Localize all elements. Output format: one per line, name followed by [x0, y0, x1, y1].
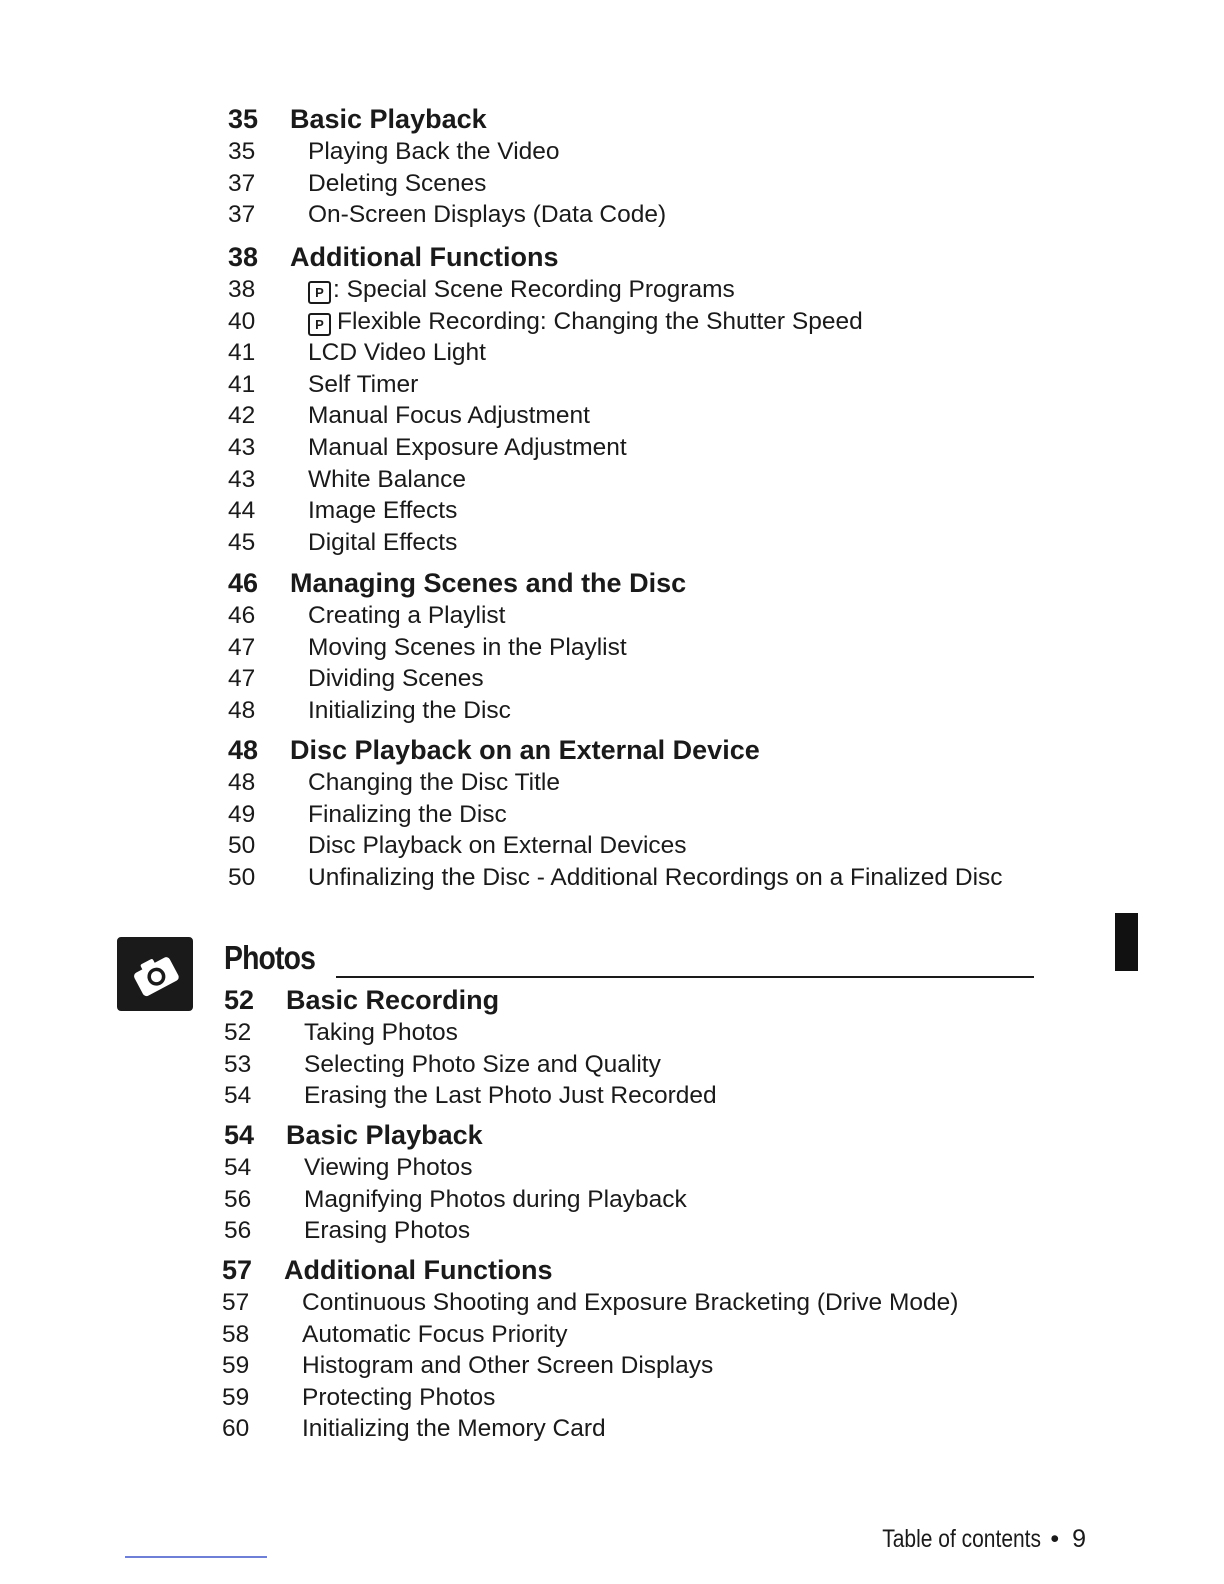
entry-title: Finalizing the Disc [308, 800, 507, 828]
toc-entry[interactable] [216, 1049, 1076, 1081]
section-page-number: 38 [228, 242, 259, 272]
entry-page-number: 56 [224, 1185, 252, 1213]
entry-title: Manual Focus Adjustment [308, 402, 590, 430]
toc-entry[interactable] [220, 199, 1080, 231]
toc-section [220, 240, 1080, 558]
camera-icon [117, 937, 193, 1011]
entry-title: Taking Photos [304, 1019, 458, 1046]
entry-title: LCD Video Light [308, 339, 486, 367]
entry-title: Automatic Focus Priority [302, 1320, 568, 1348]
toc-entry[interactable] [220, 527, 1080, 559]
section-heading[interactable] [214, 1253, 1074, 1287]
entry-page-number: 43 [228, 465, 256, 493]
section-page-number: 52 [224, 985, 255, 1015]
entry-title: White Balance [308, 465, 466, 493]
section-title: Disc Playback on an External Device [290, 735, 760, 765]
entry-page-number: 60 [222, 1415, 250, 1443]
section-heading[interactable] [220, 733, 1080, 767]
toc-entry[interactable] [220, 369, 1080, 401]
entry-page-number: 41 [228, 370, 256, 398]
entry-page-number: 47 [228, 633, 256, 661]
entry-title: Creating a Playlist [308, 602, 506, 629]
entry-title: Manual Exposure Adjustment [308, 433, 627, 461]
entry-page-number: 37 [228, 201, 256, 229]
section-title: Basic Playback [286, 1120, 483, 1150]
entry-page-number: 54 [224, 1154, 252, 1181]
entry-title: : Special Scene Recording Programs [333, 276, 735, 303]
entry-title: Initializing the Memory Card [302, 1415, 606, 1443]
toc-entry[interactable] [216, 1184, 1076, 1216]
toc-entry[interactable] [214, 1350, 1074, 1382]
toc-entry[interactable] [220, 400, 1080, 432]
section-heading[interactable] [220, 102, 1080, 136]
entry-title: Viewing Photos [304, 1154, 473, 1181]
toc-entry[interactable] [220, 632, 1080, 664]
entry-page-number: 50 [228, 832, 256, 860]
entry-title: Disc Playback on External Devices [308, 832, 687, 860]
entry-title: Continuous Shooting and Exposure Bracketing (Drive Mode) [302, 1289, 959, 1316]
entry-title: Initializing the Disc [308, 696, 511, 724]
entry-title: Erasing Photos [304, 1217, 471, 1245]
scan-edge-line [125, 1556, 267, 1558]
toc-entry[interactable] [220, 695, 1080, 727]
toc-section [214, 1253, 1074, 1445]
entry-title: Flexible Recording: Changing the Shutter Speed [337, 307, 863, 335]
entry-page-number: 48 [228, 769, 256, 796]
toc-entry[interactable] [220, 830, 1080, 862]
section-title: Additional Functions [284, 1255, 553, 1285]
toc-section [216, 983, 1076, 1112]
entry-page-number: 45 [228, 528, 256, 556]
toc-entry[interactable] [220, 767, 1080, 799]
entry-page-number: 44 [228, 497, 256, 525]
entry-title: Dividing Scenes [308, 665, 484, 693]
toc-entry[interactable] [214, 1413, 1074, 1445]
chapter-edge-tab [1115, 913, 1138, 971]
entry-page-number: 49 [228, 800, 256, 828]
entry-page-number: 57 [222, 1289, 250, 1316]
entry-page-number: 54 [224, 1082, 252, 1110]
toc-section [220, 102, 1080, 231]
entry-page-number: 50 [228, 863, 256, 891]
section-heading[interactable] [220, 240, 1080, 274]
entry-page-number: 42 [228, 402, 256, 430]
section-title: Additional Functions [290, 242, 559, 272]
entry-page-number: 43 [228, 433, 256, 461]
entry-page-number: 40 [228, 307, 256, 335]
entry-page-number: 41 [228, 339, 256, 367]
program-mode-icon: P [308, 281, 331, 304]
entry-title: Digital Effects [308, 528, 458, 556]
entry-page-number: 35 [228, 138, 256, 165]
toc-entry[interactable] [214, 1319, 1074, 1351]
toc-entry[interactable] [216, 1080, 1076, 1112]
section-heading[interactable] [216, 983, 1076, 1017]
entry-title: Deleting Scenes [308, 169, 487, 197]
entry-page-number: 53 [224, 1050, 252, 1078]
entry-title: Selecting Photo Size and Quality [304, 1050, 661, 1078]
entry-page-number: 56 [224, 1217, 252, 1245]
section-heading[interactable] [220, 566, 1080, 600]
entry-page-number: 59 [222, 1383, 250, 1411]
entry-page-number: 38 [228, 276, 256, 303]
toc-entry[interactable] [220, 862, 1080, 894]
section-page-number: 46 [228, 568, 259, 598]
toc-entry[interactable] [216, 1152, 1076, 1184]
toc-entry[interactable] [220, 495, 1080, 527]
toc-entry[interactable] [220, 663, 1080, 695]
entry-page-number: 47 [228, 665, 256, 693]
chapter-title: Photos [224, 939, 316, 976]
toc-entry[interactable] [220, 337, 1080, 369]
entry-title: Playing Back the Video [308, 138, 560, 165]
page-footer [852, 1522, 1086, 1556]
section-page-number: 54 [224, 1120, 255, 1150]
toc-section [220, 566, 1080, 726]
entry-page-number: 48 [228, 696, 256, 724]
chapter-rule [336, 976, 1034, 978]
section-page-number: 48 [228, 735, 259, 765]
section-title: Managing Scenes and the Disc [290, 568, 687, 598]
entry-title: Histogram and Other Screen Displays [302, 1352, 714, 1380]
section-title: Basic Playback [290, 104, 487, 134]
entry-page-number: 46 [228, 602, 256, 629]
toc-entry[interactable] [220, 274, 1080, 306]
toc-entry[interactable] [220, 799, 1080, 831]
toc-entry[interactable] [214, 1287, 1074, 1319]
photos-chapter-header[interactable] [224, 936, 1034, 980]
page-number: 9 [1072, 1525, 1086, 1553]
section-heading[interactable] [216, 1118, 1076, 1152]
toc-entry[interactable] [220, 600, 1080, 632]
entry-title: On-Screen Displays (Data Code) [308, 201, 667, 229]
section-title: Basic Recording [286, 985, 500, 1015]
section-page-number: 57 [222, 1255, 253, 1285]
toc-section [216, 1118, 1076, 1247]
entry-title: Magnifying Photos during Playback [304, 1185, 687, 1213]
entry-title: Moving Scenes in the Playlist [308, 633, 627, 661]
toc-entry[interactable] [220, 136, 1080, 168]
footer-bullet: • [1050, 1525, 1060, 1553]
section-page-number: 35 [228, 104, 259, 134]
toc-section [220, 733, 1080, 893]
entry-title: Image Effects [308, 497, 458, 525]
toc-entry[interactable] [220, 168, 1080, 200]
toc-entry[interactable] [220, 432, 1080, 464]
toc-entry[interactable] [220, 464, 1080, 496]
program-mode-icon: P [308, 313, 331, 336]
toc-entry[interactable] [216, 1215, 1076, 1247]
camera-icon-graphic [120, 940, 190, 1008]
toc-entry[interactable] [220, 306, 1080, 338]
toc-entry[interactable] [216, 1017, 1076, 1049]
entry-title: Unfinalizing the Disc - Additional Recordings on a Finalized Disc [308, 863, 1003, 891]
entry-title: Self Timer [308, 370, 419, 398]
entry-page-number: 52 [224, 1019, 252, 1046]
entry-title: Changing the Disc Title [308, 769, 560, 796]
entry-page-number: 37 [228, 169, 256, 197]
entry-title: Erasing the Last Photo Just Recorded [304, 1082, 717, 1110]
entry-page-number: 59 [222, 1352, 250, 1380]
entry-page-number: 58 [222, 1320, 250, 1348]
footer-label: Table of contents [882, 1525, 1042, 1553]
entry-title: Protecting Photos [302, 1383, 496, 1411]
toc-entry[interactable] [214, 1382, 1074, 1414]
